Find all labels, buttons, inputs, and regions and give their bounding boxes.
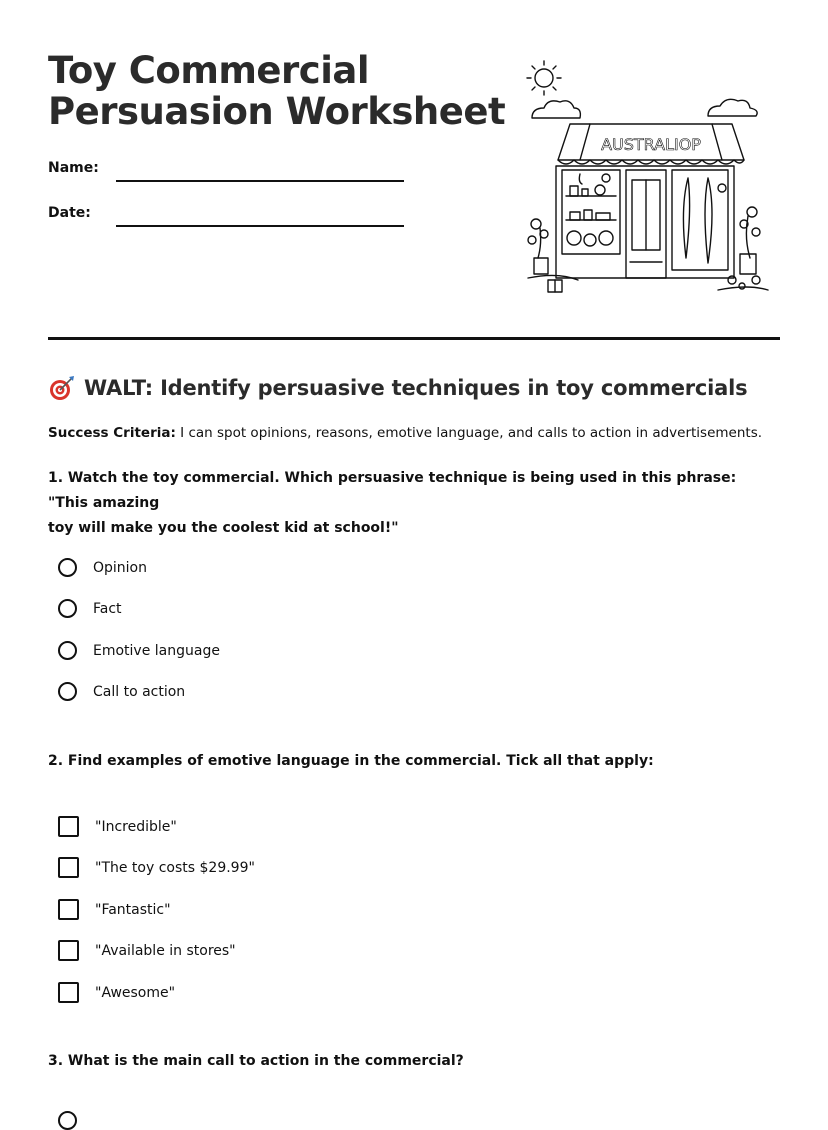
checkbox[interactable] xyxy=(58,982,79,1003)
q3-option-partial[interactable] xyxy=(58,1111,93,1130)
sun-icon xyxy=(527,61,561,95)
option-label: Call to action xyxy=(93,683,186,700)
radio-button[interactable] xyxy=(58,641,77,660)
option-label: Fact xyxy=(93,600,122,617)
date-label: Date: xyxy=(48,205,91,221)
option-label: "Fantastic" xyxy=(95,901,171,918)
option-label: "Available in stores" xyxy=(95,942,236,959)
q1-option-opinion[interactable] xyxy=(58,558,147,577)
checkbox[interactable] xyxy=(58,816,79,837)
q1-option-emotive-language[interactable] xyxy=(58,641,220,660)
option-label: "Awesome" xyxy=(95,984,176,1001)
success-criteria-text: I can spot opinions, reasons, emotive language, and calls to action in advertisements. xyxy=(175,425,763,441)
question-2: 2. Find examples of emotive language in the commercial. Tick all that apply: xyxy=(48,753,654,769)
question-1-line-2: toy will make you the coolest kid at school!" xyxy=(48,520,399,536)
checkbox[interactable] xyxy=(58,899,79,920)
radio-button[interactable] xyxy=(58,558,77,577)
question-1 xyxy=(48,466,780,541)
radio-button[interactable] xyxy=(58,1111,77,1130)
question-3: 3. What is the main call to action in the commercial? xyxy=(48,1053,464,1069)
q2-option-awesome[interactable] xyxy=(58,982,175,1003)
q2-option-fantastic[interactable] xyxy=(58,899,171,920)
q2-option-toy-costs[interactable] xyxy=(58,857,255,878)
plant-icon xyxy=(528,219,548,274)
header-divider xyxy=(48,337,780,340)
worksheet-title xyxy=(48,50,505,132)
target-icon xyxy=(48,374,76,402)
option-label: "Incredible" xyxy=(95,818,177,835)
title-line-2: Persuasion Worksheet xyxy=(48,90,506,133)
cloud-icon xyxy=(708,99,757,116)
walt-text: WALT: Identify persuasive techniques in toy commercials xyxy=(84,376,748,400)
q1-option-call-to-action[interactable] xyxy=(58,682,185,701)
radio-button[interactable] xyxy=(58,682,77,701)
option-label: "The toy costs $29.99" xyxy=(95,859,255,876)
date-field[interactable] xyxy=(116,225,404,227)
question-1-line-1: 1. Watch the toy commercial. Which persuasive technique is being used in this phrase: "This amazing xyxy=(48,470,737,511)
toy-shop-illustration xyxy=(518,58,774,298)
name-field[interactable] xyxy=(116,180,404,182)
checkbox[interactable] xyxy=(58,940,79,961)
checkbox[interactable] xyxy=(58,857,79,878)
shop-sign-text: AUSTRALIOP xyxy=(601,135,701,154)
name-label: Name: xyxy=(48,160,99,176)
cloud-icon xyxy=(532,101,580,118)
radio-button[interactable] xyxy=(58,599,77,618)
title-line-1: Toy Commercial xyxy=(48,49,370,92)
walt-heading xyxy=(48,374,747,402)
success-criteria xyxy=(48,425,762,441)
option-label: Emotive language xyxy=(93,642,220,659)
q1-option-fact[interactable] xyxy=(58,599,122,618)
plant-icon xyxy=(728,207,760,289)
success-criteria-label: Success Criteria: xyxy=(48,425,176,441)
q2-option-available-in-stores[interactable] xyxy=(58,940,236,961)
option-label: Opinion xyxy=(93,559,147,576)
q2-option-incredible[interactable] xyxy=(58,816,177,837)
